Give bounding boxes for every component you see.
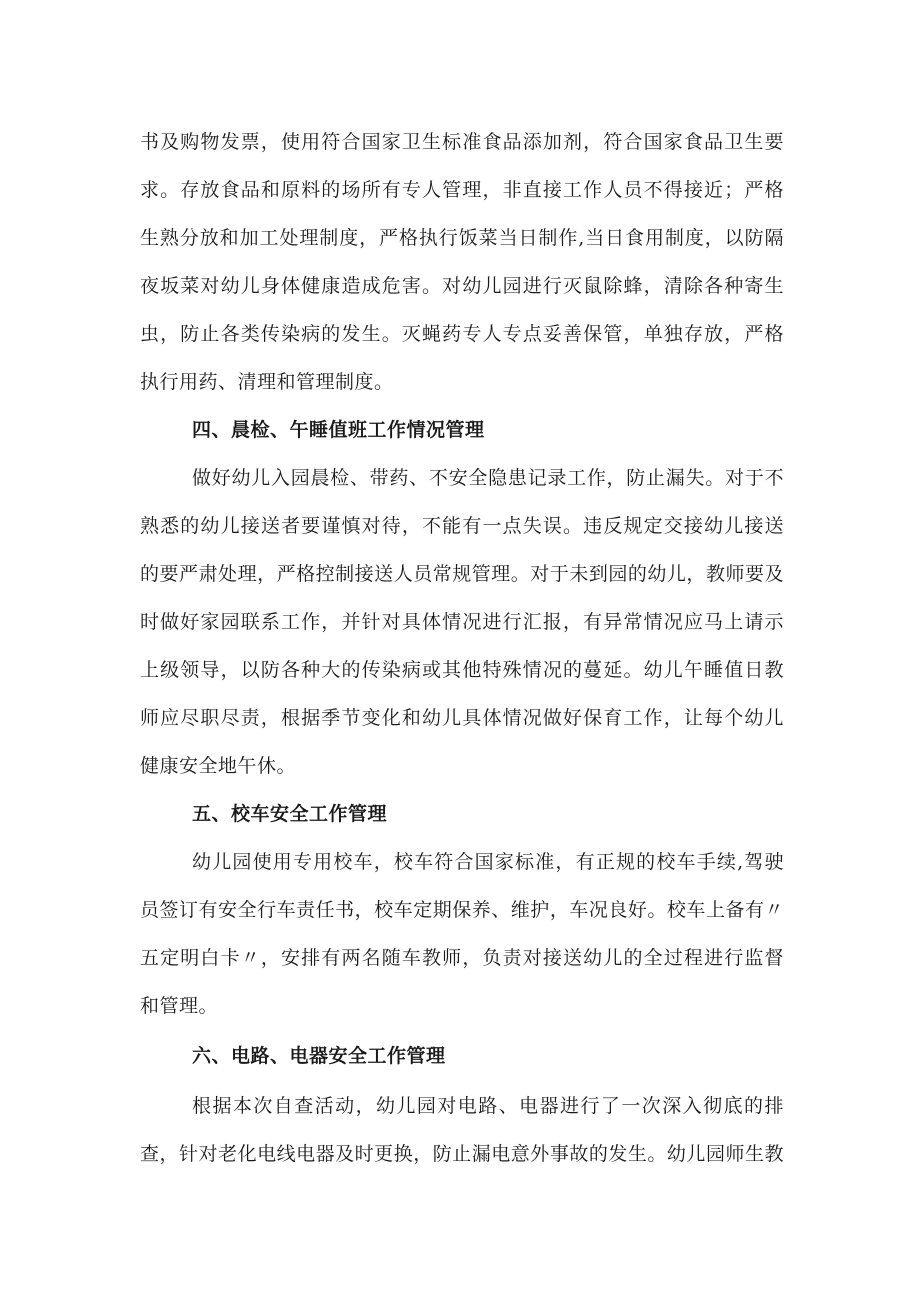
text-line: 的要严肃处理，严格控制接送人员常规管理。对于未到园的幼儿，教师要及 <box>140 563 784 585</box>
paragraph-school-bus <box>140 838 784 1030</box>
text-line: 执行用药、清理和管理制度。 <box>140 371 394 393</box>
text-line: 夜坂菜对幼儿身体健康造成危害。对幼儿园进行灭鼠除蜂，清除各种寄生 <box>140 275 784 297</box>
section-heading-4: 四、晨检、午睡值班工作情况管理 <box>192 419 485 441</box>
text-line: 健康安全地午休。 <box>140 755 297 777</box>
text-line: 上级领导，以防各种大的传染病或其他特殊情况的蔓延。幼儿午睡值日教 <box>140 659 784 681</box>
text-line: 和管理。 <box>140 995 219 1017</box>
text-line: 时做好家园联系工作，并针对具体情况进行汇报，有异常情况应马上请示 <box>140 611 784 633</box>
text-line: 员签订有安全行车责任书，校车定期保养、维护，车况良好。校车上备有〃 <box>140 899 784 921</box>
text-line: 做好幼儿入园晨检、带药、不安全隐患记录工作，防止漏失。对于不 <box>192 467 784 489</box>
text-line: 熟悉的幼儿接送者要谨慎对待，不能有一点失误。违反规定交接幼儿接送 <box>140 515 784 537</box>
text-line: 师应尽职尽责，根据季节变化和幼儿具体情况做好保育工作，让每个幼儿 <box>140 707 784 729</box>
text-line: 幼儿园使用专用校车，校车符合国家标准，有正规的校车手续,驾驶 <box>192 851 784 873</box>
document-body <box>140 118 784 1178</box>
text-line: 虫，防止各类传染病的发生。灭蝇药专人专点妥善保管，单独存放，严格 <box>140 323 784 345</box>
text-line: 查，针对老化电线电器及时更换，防止漏电意外事故的发生。幼儿园师生教 <box>140 1143 784 1165</box>
text-line: 根据本次自查活动，幼儿园对电路、电器进行了一次深入彻底的排 <box>192 1095 784 1117</box>
text-line: 五定明白卡〃，安排有两名随车教师，负责对接送幼儿的全过程进行监督 <box>140 947 784 969</box>
paragraph-electrical <box>140 1082 784 1178</box>
paragraph-food-safety <box>140 118 784 406</box>
section-heading-6: 六、电路、电器安全工作管理 <box>192 1045 446 1067</box>
paragraph-morning-check <box>140 454 784 790</box>
section-heading-5: 五、校车安全工作管理 <box>192 803 388 825</box>
text-line: 生熟分放和加工处理制度，严格执行饭菜当日制作,当日食用制度，以防隔 <box>140 227 784 249</box>
text-line: 书及购物发票，使用符合国家卫生标准食品添加剂，符合国家食品卫生要 <box>140 131 784 153</box>
text-line: 求。存放食品和原料的场所有专人管理，非直接工作人员不得接近；严格 <box>140 179 784 201</box>
